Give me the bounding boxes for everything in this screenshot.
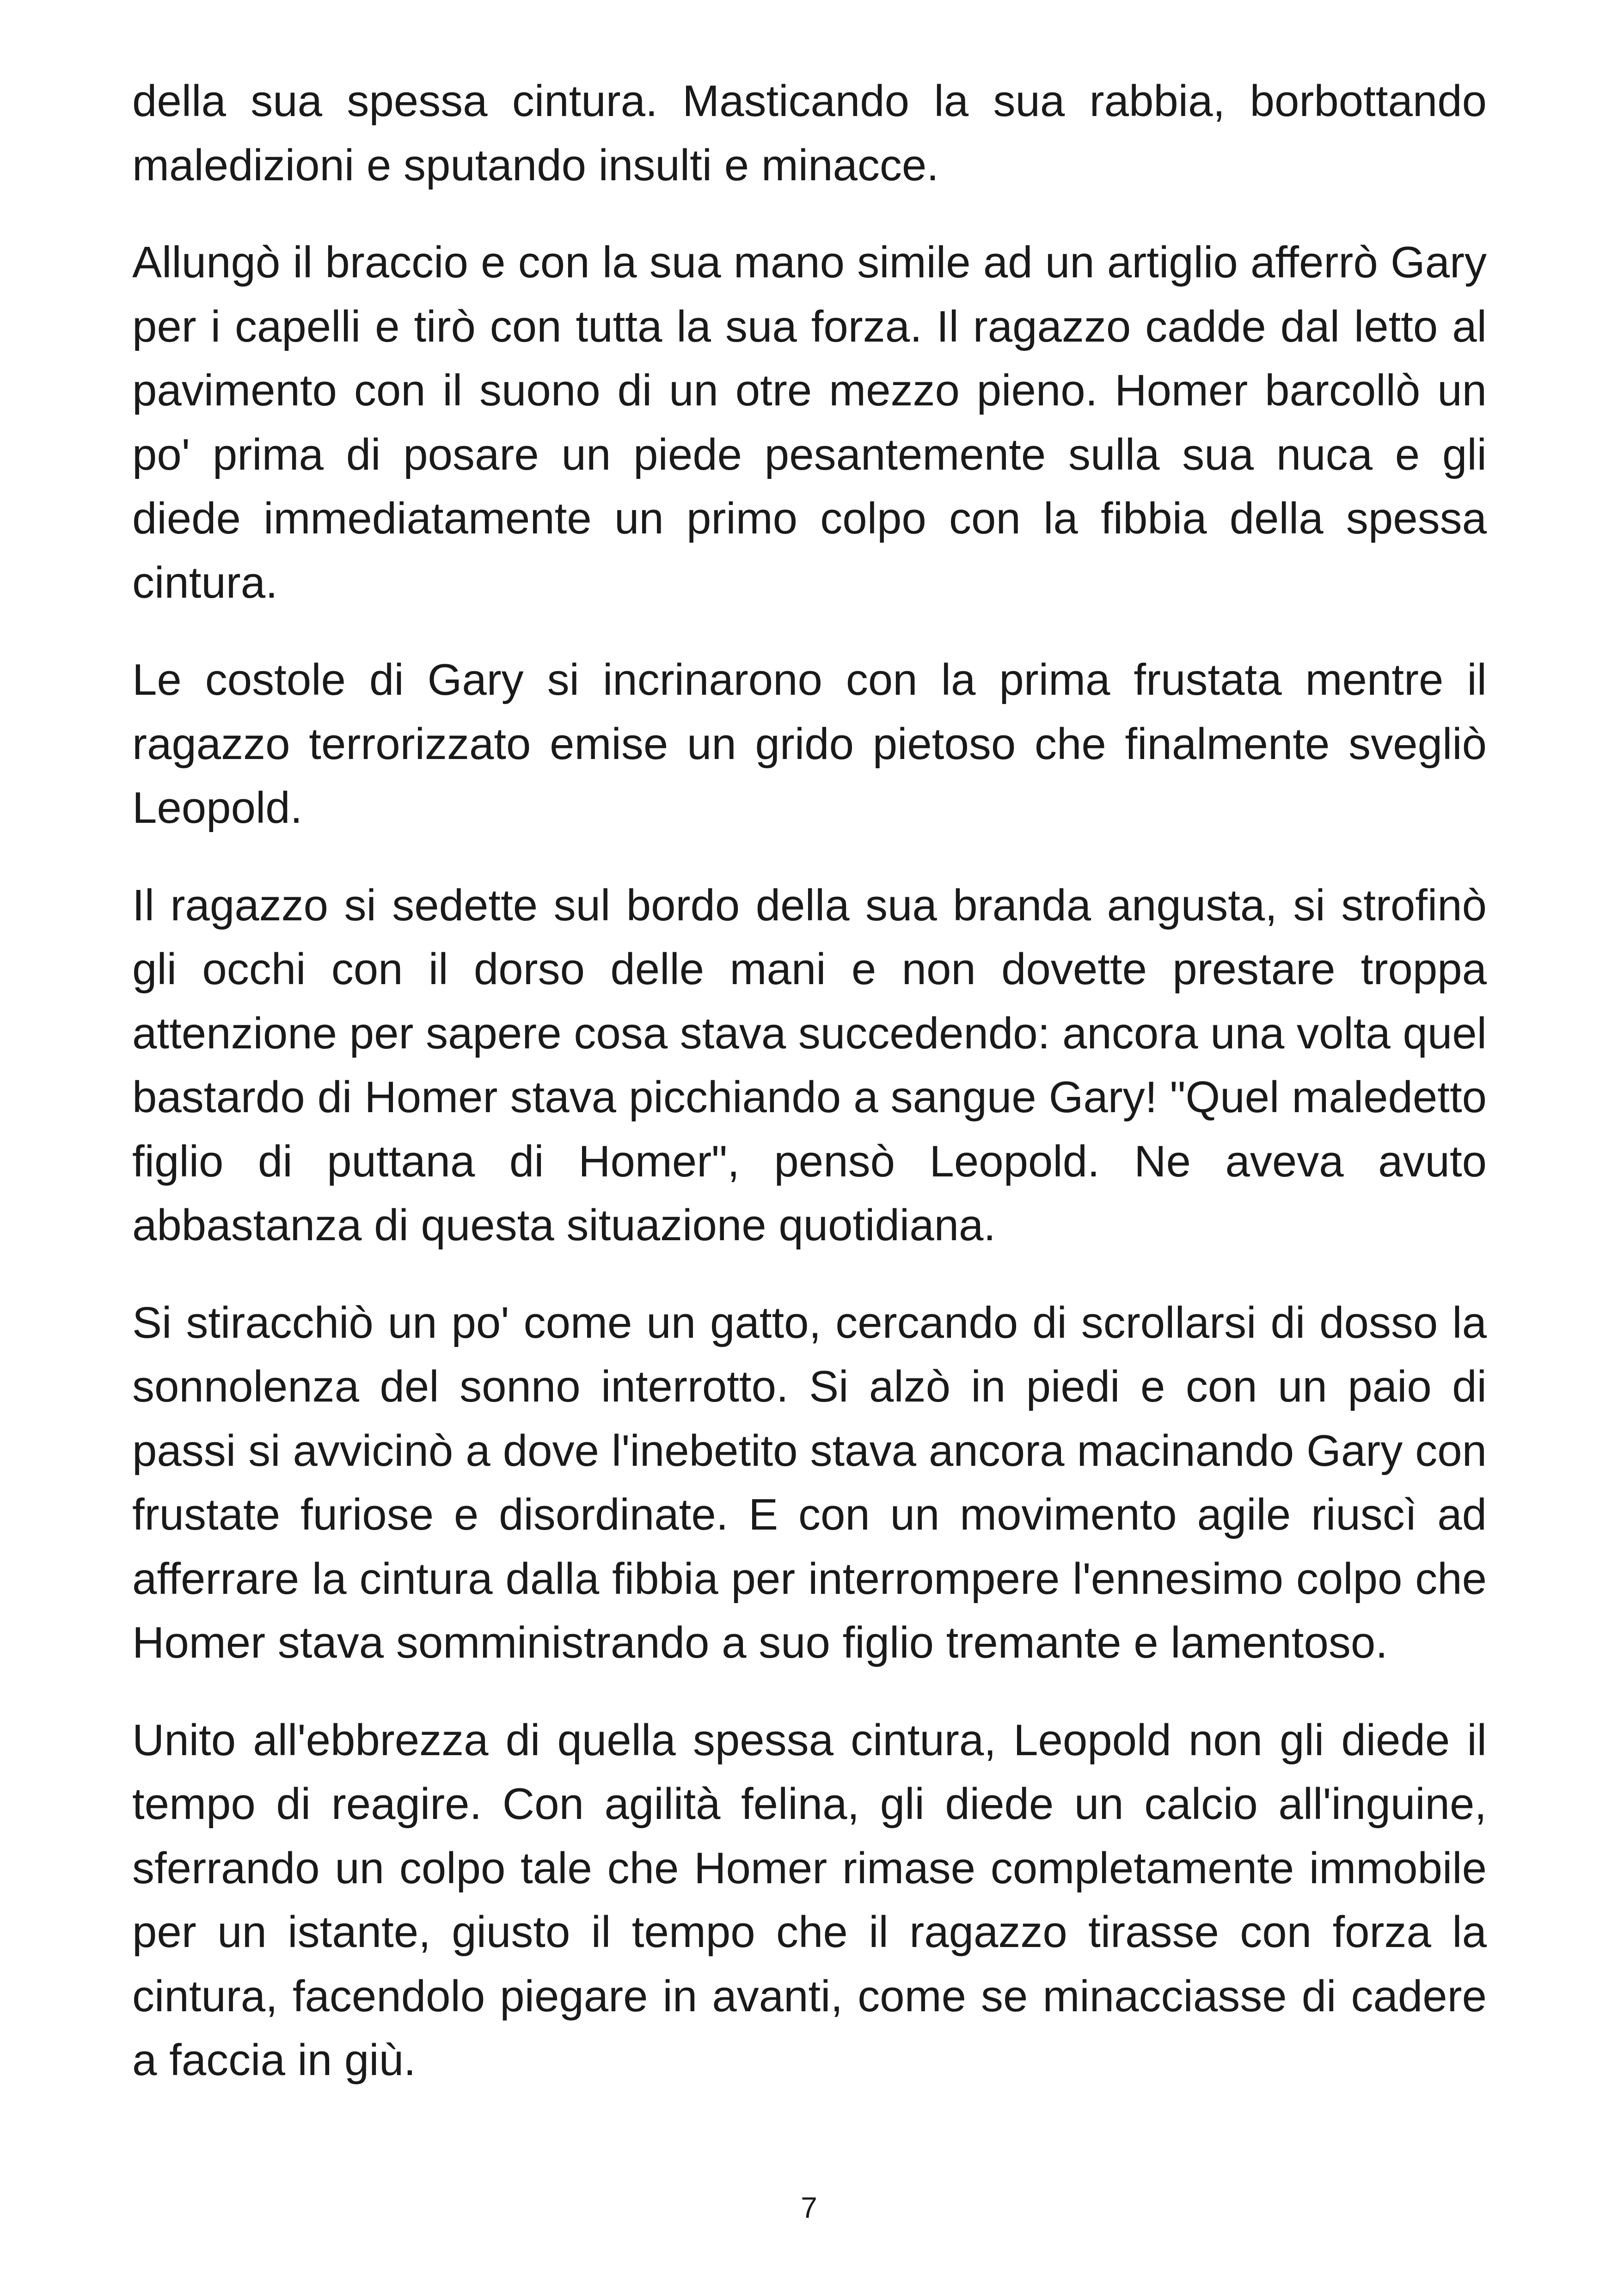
paragraph: Le costole di Gary si incrinarono con la prima frustata mentre il ragazzo terrorizzato emise un grido pietoso che finalmente svegliò Leopold. <box>132 655 1487 833</box>
paragraph: Si stiracchiò un po' come un gatto, cercando di scrollarsi di dosso la sonnolenza del sonno interrotto. Si alzò in piedi e con un paio di passi si avvicinò a dove l'inebetito stava ancora macinando Gary con frustate furiose e disordinate. E con un movimento agile riuscì ad afferrare la cintura dalla fibbia per interrompere l'ennesimo colpo che Homer stava somministrando a suo figlio tremante e lamentoso. <box>132 1298 1487 1667</box>
paragraph: Unito all'ebbrezza di quella spessa cintura, Leopold non gli diede il tempo di reagire. Con agilità felina, gli diede un calcio all'inguine, sferrando un colpo tale che Homer rimase completamente immobile per un istante, giusto il tempo che il ragazzo tirasse con forza la cintura, facendolo piegare in avanti, come se minacciasse di cadere a faccia in giù. <box>132 1715 1487 2085</box>
body-text <box>132 69 1487 2126</box>
page-number: 7 <box>801 2191 817 2224</box>
paragraph: Il ragazzo si sedette sul bordo della sua branda angusta, si strofinò gli occhi con il dorso delle mani e non dovette prestare troppa attenzione per sapere cosa stava succedendo: ancora una volta quel bastardo di Homer stava picchiando a sangue Gary! "Quel maledetto figlio di puttana di Homer", pensò Leopold. Ne aveva avuto abbastanza di questa situazione quotidiana. <box>132 880 1487 1250</box>
paragraph: Allungò il braccio e con la sua mano simile ad un artiglio afferrò Gary per i capelli e tirò con tutta la sua forza. Il ragazzo cadde dal letto al pavimento con il suono di un otre mezzo pieno. Homer barcollò un po' prima di posare un piede pesantemente sulla sua nuca e gli diede immediatamente un primo colpo con la fibbia della spessa cintura. <box>132 238 1487 607</box>
paragraph: della sua spessa cintura. Masticando la sua rabbia, borbottando maledizioni e sputando insulti e minacce. <box>132 76 1487 190</box>
